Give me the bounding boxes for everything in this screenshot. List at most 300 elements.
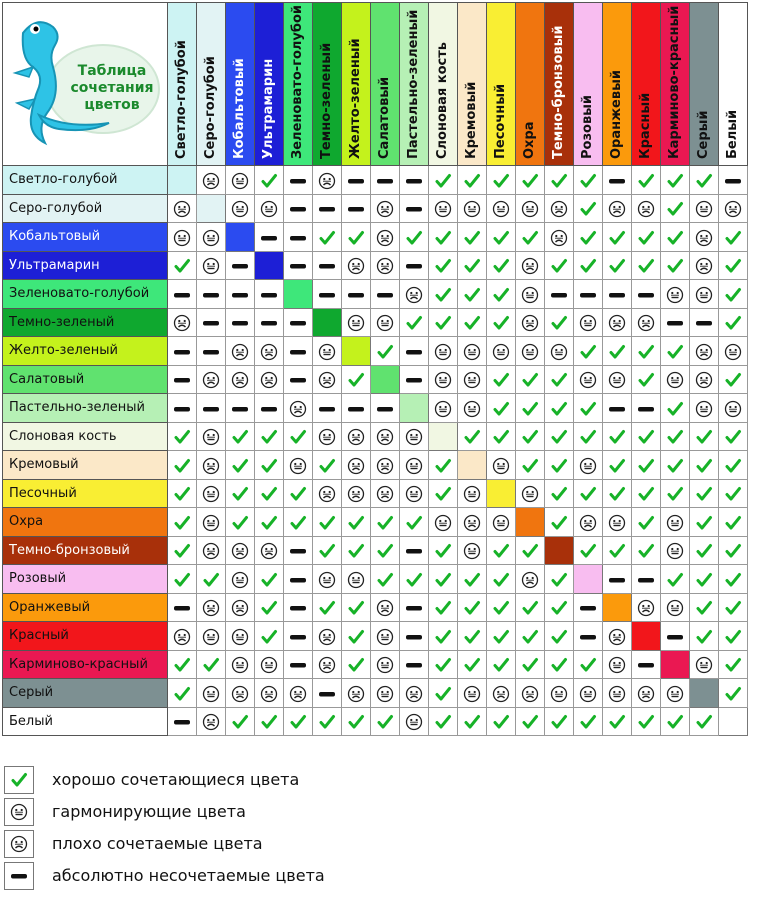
row-header: Зеленовато-голубой	[3, 280, 168, 309]
matrix-cell	[255, 622, 284, 651]
neutral-face-icon	[521, 485, 539, 503]
matrix-cell	[574, 365, 603, 394]
column-header-label: Белый	[725, 109, 740, 159]
neutral-face-icon	[579, 371, 597, 389]
sad-face-icon	[376, 599, 394, 617]
matrix-cell	[516, 593, 545, 622]
checkmark-icon	[347, 628, 365, 646]
neutral-face-icon	[202, 514, 220, 532]
matrix-cell	[632, 479, 661, 508]
checkmark-icon	[550, 314, 568, 332]
dash-icon	[231, 257, 249, 275]
sad-face-icon	[260, 343, 278, 361]
dash-icon	[289, 229, 307, 247]
matrix-cell	[545, 394, 574, 423]
sad-face-icon	[202, 371, 220, 389]
sad-face-icon	[202, 599, 220, 617]
matrix-cell	[226, 251, 255, 280]
matrix-cell	[197, 422, 226, 451]
checkmark-icon	[608, 542, 626, 560]
matrix-cell	[313, 365, 342, 394]
checkmark-icon	[724, 542, 742, 560]
matrix-cell	[690, 479, 719, 508]
dash-icon	[289, 172, 307, 190]
matrix-cell	[400, 337, 429, 366]
sad-face-icon	[608, 314, 626, 332]
sad-face-icon	[289, 400, 307, 418]
matrix-cell	[661, 280, 690, 309]
checkmark-icon	[231, 713, 249, 731]
row-header: Охра	[3, 508, 168, 537]
matrix-cell	[632, 536, 661, 565]
sad-face-icon	[318, 628, 336, 646]
checkmark-icon	[724, 314, 742, 332]
checkmark-icon	[318, 599, 336, 617]
checkmark-icon	[492, 542, 510, 560]
matrix-cell	[371, 337, 400, 366]
checkmark-icon	[289, 428, 307, 446]
matrix-cell	[458, 593, 487, 622]
matrix-cell	[458, 479, 487, 508]
matrix-cell	[342, 536, 371, 565]
checkmark-icon	[463, 314, 481, 332]
neutral-face-icon	[521, 343, 539, 361]
matrix-cell	[400, 365, 429, 394]
sad-face-icon	[289, 685, 307, 703]
neutral-face-icon	[231, 571, 249, 589]
row-header: Желто-зеленый	[3, 337, 168, 366]
checkmark-icon	[434, 713, 452, 731]
sad-face-icon	[521, 571, 539, 589]
matrix-cell	[516, 679, 545, 708]
column-header-label: Зеленовато-голубой	[290, 4, 305, 159]
neutral-face-icon	[405, 457, 423, 475]
dash-icon	[347, 200, 365, 218]
matrix-cell	[371, 394, 400, 423]
matrix-cell	[487, 593, 516, 622]
sad-face-icon	[376, 457, 394, 475]
neutral-face-icon	[579, 685, 597, 703]
checkmark-icon	[608, 257, 626, 275]
checkmark-icon	[463, 286, 481, 304]
dash-icon	[173, 400, 191, 418]
matrix-cell	[197, 394, 226, 423]
checkmark-icon	[202, 571, 220, 589]
matrix-cell	[487, 251, 516, 280]
checkmark-icon	[318, 229, 336, 247]
matrix-cell	[313, 707, 342, 736]
matrix-cell	[690, 622, 719, 651]
matrix-cell	[545, 280, 574, 309]
table-row	[3, 166, 748, 195]
row-header: Красный	[3, 622, 168, 651]
sad-face-icon	[695, 371, 713, 389]
matrix-cell	[632, 508, 661, 537]
column-header	[400, 3, 429, 166]
neutral-face-icon	[666, 286, 684, 304]
checkmark-icon	[695, 628, 713, 646]
checkmark-icon	[521, 542, 539, 560]
dash-icon	[666, 628, 684, 646]
matrix-cell	[603, 194, 632, 223]
sad-face-icon	[579, 514, 597, 532]
matrix-cell	[603, 166, 632, 195]
column-header	[255, 3, 284, 166]
neutral-face-icon	[608, 685, 626, 703]
table-row	[3, 536, 748, 565]
neutral-face-icon	[608, 656, 626, 674]
matrix-cell	[487, 365, 516, 394]
column-header	[719, 3, 748, 166]
matrix-cell	[487, 280, 516, 309]
sad-face-icon	[695, 343, 713, 361]
column-header	[661, 3, 690, 166]
table-row	[3, 251, 748, 280]
sad-face-icon	[376, 229, 394, 247]
matrix-cell	[429, 280, 458, 309]
matrix-cell	[313, 223, 342, 252]
checkmark-icon	[666, 200, 684, 218]
checkmark-icon	[637, 428, 655, 446]
matrix-cell	[719, 394, 748, 423]
matrix-cell	[661, 223, 690, 252]
matrix-cell	[255, 422, 284, 451]
checkmark-icon	[463, 599, 481, 617]
checkmark-icon	[173, 656, 191, 674]
matrix-cell	[255, 451, 284, 480]
matrix-cell	[371, 280, 400, 309]
dash-icon	[608, 571, 626, 589]
matrix-cell	[690, 650, 719, 679]
dash-icon	[666, 314, 684, 332]
sad-face-icon	[260, 371, 278, 389]
matrix-cell	[690, 394, 719, 423]
neutral-face-icon	[463, 542, 481, 560]
matrix-cell	[400, 251, 429, 280]
checkmark-icon	[608, 343, 626, 361]
sad-face-icon	[405, 685, 423, 703]
neutral-face-icon	[405, 485, 423, 503]
checkmark-icon	[579, 713, 597, 731]
sad-face-icon	[521, 257, 539, 275]
checkmark-icon	[231, 485, 249, 503]
matrix-cell	[371, 308, 400, 337]
neutral-face-icon	[579, 457, 597, 475]
neutral-face-icon	[347, 314, 365, 332]
row-header: Темно-бронзовый	[3, 536, 168, 565]
column-header-label: Желто-зеленый	[348, 38, 363, 159]
column-header-label: Кремовый	[464, 81, 479, 159]
matrix-cell	[255, 394, 284, 423]
dash-icon	[608, 172, 626, 190]
checkmark-icon	[579, 485, 597, 503]
checkmark-icon	[434, 542, 452, 560]
matrix-cell	[429, 536, 458, 565]
matrix-cell	[371, 593, 400, 622]
checkmark-icon	[550, 713, 568, 731]
checkmark-icon	[666, 485, 684, 503]
matrix-cell	[661, 536, 690, 565]
checkmark-icon	[579, 542, 597, 560]
dash-icon	[376, 286, 394, 304]
matrix-cell	[226, 707, 255, 736]
checkmark-icon	[434, 656, 452, 674]
checkmark-icon	[550, 457, 568, 475]
dash-icon	[376, 400, 394, 418]
matrix-cell	[516, 479, 545, 508]
matrix-cell	[255, 280, 284, 309]
matrix-cell	[168, 650, 197, 679]
matrix-cell	[400, 679, 429, 708]
table-row	[3, 280, 748, 309]
neutral-face-icon	[695, 400, 713, 418]
checkmark-icon	[173, 514, 191, 532]
matrix-cell	[255, 337, 284, 366]
checkmark-icon	[724, 685, 742, 703]
matrix-cell	[168, 508, 197, 537]
matrix-cell	[226, 679, 255, 708]
neutral-face-icon	[231, 628, 249, 646]
dash-icon	[231, 286, 249, 304]
neutral-face-icon	[376, 628, 394, 646]
checkmark-icon	[637, 257, 655, 275]
dash-icon	[405, 656, 423, 674]
table-row	[3, 593, 748, 622]
row-header: Карминово-красный	[3, 650, 168, 679]
matrix-cell	[603, 622, 632, 651]
checkmark-icon	[608, 428, 626, 446]
checkmark-icon	[173, 428, 191, 446]
column-header	[574, 3, 603, 166]
checkmark-icon	[550, 514, 568, 532]
matrix-cell	[574, 536, 603, 565]
checkmark-icon	[231, 514, 249, 532]
diagonal-swatch	[458, 451, 487, 480]
matrix-cell	[574, 308, 603, 337]
checkmark-icon	[231, 457, 249, 475]
matrix-cell	[603, 508, 632, 537]
matrix-cell	[168, 280, 197, 309]
checkmark-icon	[724, 257, 742, 275]
matrix-cell	[197, 308, 226, 337]
matrix-cell	[255, 650, 284, 679]
legend-label: гармонирующие цвета	[52, 802, 246, 821]
matrix-cell	[545, 194, 574, 223]
matrix-cell	[197, 622, 226, 651]
dash-icon	[289, 656, 307, 674]
matrix-cell	[168, 451, 197, 480]
matrix-cell	[226, 650, 255, 679]
checkmark-icon	[173, 542, 191, 560]
matrix-cell	[719, 593, 748, 622]
column-header-label: Охра	[522, 121, 537, 159]
checkmark-icon	[492, 314, 510, 332]
matrix-cell	[371, 422, 400, 451]
matrix-cell	[255, 308, 284, 337]
checkmark-icon	[492, 371, 510, 389]
row-header: Серо-голубой	[3, 194, 168, 223]
column-header	[371, 3, 400, 166]
diagonal-swatch	[342, 337, 371, 366]
diagonal-swatch	[661, 650, 690, 679]
matrix-cell	[574, 166, 603, 195]
matrix-cell	[429, 365, 458, 394]
checkmark-icon	[666, 257, 684, 275]
checkmark-icon	[434, 599, 452, 617]
checkmark-icon	[492, 257, 510, 275]
checkmark-icon	[4, 766, 34, 794]
checkmark-icon	[521, 628, 539, 646]
matrix-cell	[603, 223, 632, 252]
checkmark-icon	[260, 599, 278, 617]
table-row	[3, 707, 748, 736]
matrix-cell	[661, 365, 690, 394]
matrix-cell	[226, 337, 255, 366]
row-header: Темно-зеленый	[3, 308, 168, 337]
matrix-cell	[458, 565, 487, 594]
checkmark-icon	[492, 400, 510, 418]
checkmark-icon	[376, 343, 394, 361]
checkmark-icon	[666, 713, 684, 731]
matrix-cell	[429, 166, 458, 195]
table-row	[3, 622, 748, 651]
matrix-cell	[400, 622, 429, 651]
diagonal-swatch	[719, 707, 748, 736]
checkmark-icon	[666, 400, 684, 418]
matrix-cell	[313, 251, 342, 280]
matrix-cell	[661, 707, 690, 736]
matrix-cell	[168, 679, 197, 708]
matrix-cell	[284, 679, 313, 708]
matrix-cell	[197, 707, 226, 736]
checkmark-icon	[289, 713, 307, 731]
neutral-face-icon	[492, 200, 510, 218]
matrix-cell	[574, 593, 603, 622]
checkmark-icon	[579, 400, 597, 418]
checkmark-icon	[492, 599, 510, 617]
dash-icon	[260, 400, 278, 418]
matrix-cell	[371, 166, 400, 195]
sad-face-icon	[318, 485, 336, 503]
checkmark-icon	[637, 542, 655, 560]
checkmark-icon	[463, 628, 481, 646]
matrix-cell	[632, 565, 661, 594]
dash-icon	[318, 200, 336, 218]
neutral-face-icon	[231, 172, 249, 190]
matrix-cell	[603, 394, 632, 423]
row-header: Слоновая кость	[3, 422, 168, 451]
checkmark-icon	[318, 514, 336, 532]
matrix-cell	[313, 280, 342, 309]
row-header: Оранжевый	[3, 593, 168, 622]
matrix-cell	[487, 451, 516, 480]
matrix-cell	[342, 451, 371, 480]
checkmark-icon	[405, 571, 423, 589]
matrix-cell	[574, 194, 603, 223]
checkmark-icon	[521, 172, 539, 190]
dash-icon	[637, 400, 655, 418]
matrix-cell	[342, 422, 371, 451]
checkmark-icon	[637, 343, 655, 361]
matrix-cell	[545, 365, 574, 394]
matrix-cell	[255, 679, 284, 708]
checkmark-icon	[608, 485, 626, 503]
sad-face-icon	[376, 200, 394, 218]
checkmark-icon	[434, 685, 452, 703]
matrix-cell	[719, 251, 748, 280]
checkmark-icon	[521, 656, 539, 674]
checkmark-icon	[724, 371, 742, 389]
matrix-cell	[371, 251, 400, 280]
matrix-cell	[342, 707, 371, 736]
matrix-cell	[603, 479, 632, 508]
neutral-face-icon	[434, 371, 452, 389]
checkmark-icon	[260, 457, 278, 475]
checkmark-icon	[724, 628, 742, 646]
matrix-cell	[429, 565, 458, 594]
neutral-face-icon	[492, 343, 510, 361]
matrix-cell	[429, 650, 458, 679]
dash-icon	[318, 400, 336, 418]
checkmark-icon	[434, 457, 452, 475]
matrix-cell	[400, 223, 429, 252]
row-header: Кремовый	[3, 451, 168, 480]
sad-face-icon	[231, 542, 249, 560]
matrix-cell	[284, 365, 313, 394]
neutral-face-icon	[463, 343, 481, 361]
matrix-cell	[661, 166, 690, 195]
matrix-cell	[255, 593, 284, 622]
matrix-cell	[661, 479, 690, 508]
matrix-cell	[284, 707, 313, 736]
dash-icon	[318, 685, 336, 703]
neutral-face-icon	[202, 428, 220, 446]
matrix-cell	[458, 280, 487, 309]
neutral-face-icon	[724, 400, 742, 418]
matrix-cell	[603, 451, 632, 480]
checkmark-icon	[579, 343, 597, 361]
matrix-cell	[661, 622, 690, 651]
neutral-face-icon	[4, 798, 34, 826]
matrix-cell	[168, 365, 197, 394]
neutral-face-icon	[695, 656, 713, 674]
matrix-cell	[603, 650, 632, 679]
matrix-cell	[168, 622, 197, 651]
dash-icon	[289, 371, 307, 389]
matrix-cell	[342, 508, 371, 537]
checkmark-icon	[637, 172, 655, 190]
checkmark-icon	[579, 257, 597, 275]
dash-icon	[637, 286, 655, 304]
matrix-cell	[284, 223, 313, 252]
checkmark-icon	[434, 257, 452, 275]
sad-face-icon	[231, 371, 249, 389]
checkmark-icon	[463, 428, 481, 446]
matrix-cell	[574, 394, 603, 423]
matrix-cell	[632, 166, 661, 195]
matrix-cell	[603, 365, 632, 394]
dash-icon	[608, 286, 626, 304]
neutral-face-icon	[695, 200, 713, 218]
checkmark-icon	[318, 542, 336, 560]
checkmark-icon	[318, 713, 336, 731]
dash-icon	[202, 286, 220, 304]
neutral-face-icon	[202, 485, 220, 503]
checkmark-icon	[260, 172, 278, 190]
checkmark-icon	[173, 685, 191, 703]
sad-face-icon	[173, 628, 191, 646]
sad-face-icon	[318, 371, 336, 389]
